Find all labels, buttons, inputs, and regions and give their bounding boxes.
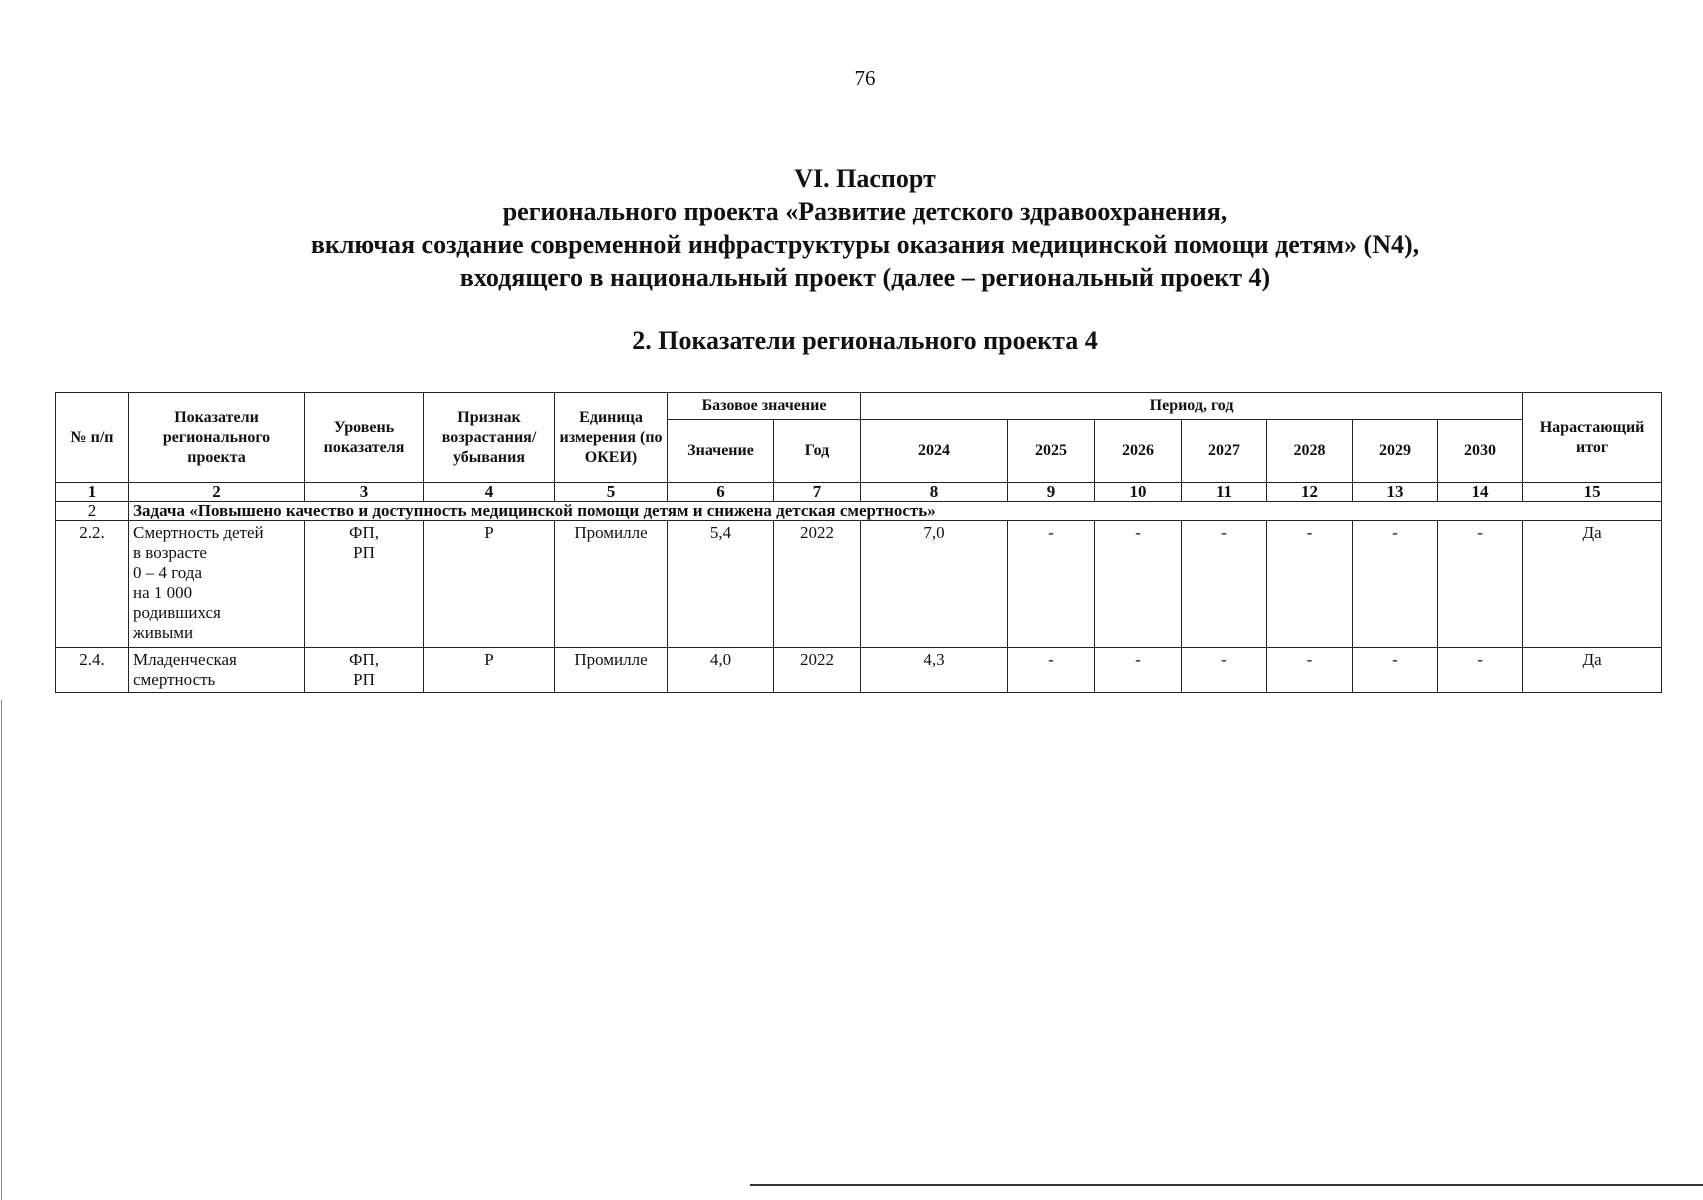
header-num: № п/п [56,393,129,483]
row-value: 7,0 [861,521,1008,648]
title-line: VI. Паспорт [794,164,936,193]
column-number-row [56,483,1662,502]
scan-edge-line [1,700,2,1200]
row-indicator [129,648,305,693]
scan-bottom-line [750,1184,1703,1186]
column-number: 11 [1182,483,1267,502]
level-line: ФП, [349,650,379,669]
row-value: 4,3 [861,648,1008,693]
page-number: 76 [854,66,876,90]
row-value: - [1008,648,1095,693]
column-number: 6 [668,483,774,502]
header-period-group: Период, год [861,393,1523,420]
row-value: - [1095,648,1182,693]
row-value: - [1267,648,1353,693]
row-level [305,521,424,648]
column-number: 4 [424,483,555,502]
header-unit: Единица измерения (по ОКЕИ) [555,393,668,483]
indicator-line: в возрасте [133,543,207,562]
row-base-year: 2022 [774,521,861,648]
document-title [0,162,1703,294]
column-number: 15 [1523,483,1662,502]
column-number: 5 [555,483,668,502]
header-trend: Признак возрастания/ убывания [424,393,555,483]
header-year: 2025 [1008,420,1095,483]
row-cumulative: Да [1523,648,1662,693]
row-unit: Промилле [555,521,668,648]
level-line: ФП, [349,523,379,542]
header-year: 2028 [1267,420,1353,483]
column-number: 10 [1095,483,1182,502]
row-num: 2.2. [56,521,129,648]
row-trend: Р [424,521,555,648]
level-line: РП [353,543,375,562]
indicators-table [55,392,1662,693]
row-base-value: 4,0 [668,648,774,693]
indicator-line: смертность [133,670,216,689]
header-level: Уровень показателя [305,393,424,483]
row-num: 2.4. [56,648,129,693]
column-number: 3 [305,483,424,502]
header-year: 2029 [1353,420,1438,483]
row-value: - [1008,521,1095,648]
task-row [56,502,1662,521]
indicator-line: родившихся [133,603,221,622]
indicator-line: живыми [133,623,194,642]
column-number: 13 [1353,483,1438,502]
table-row [56,521,1662,648]
indicator-line: на 1 000 [133,583,193,602]
header-indicator: Показатели регионального проекта [129,393,305,483]
row-value: - [1353,648,1438,693]
row-value: - [1095,521,1182,648]
title-line: входящего в национальный проект (далее – региональный проект 4) [459,263,1271,292]
header-year: 2030 [1438,420,1523,483]
table-row [56,648,1662,693]
row-base-year: 2022 [774,648,861,693]
level-line: РП [353,670,375,689]
column-number: 1 [56,483,129,502]
header-cumulative: Нарастающий итог [1523,393,1662,483]
title-line: включая создание современной инфраструктуры оказания медицинской помощи детям» (N4), [310,230,1420,259]
row-base-value: 5,4 [668,521,774,648]
indicator-line: Смертность детей [133,523,264,542]
task-text: Задача «Повышено качество и доступность медицинской помощи детям и снижена детская смертность» [129,502,1662,521]
indicator-line: Младенческая [133,650,237,669]
title-line: регионального проекта «Развитие детского здравоохранения, [502,197,1228,226]
row-indicator [129,521,305,648]
header-year: 2024 [861,420,1008,483]
row-level [305,648,424,693]
section-title: 2. Показатели регионального проекта 4 [632,326,1098,355]
header-base-value: Значение [668,420,774,483]
column-number: 9 [1008,483,1095,502]
indicator-line: 0 – 4 года [133,563,203,582]
header-year: 2026 [1095,420,1182,483]
row-value: - [1182,521,1267,648]
header-year: 2027 [1182,420,1267,483]
row-cumulative: Да [1523,521,1662,648]
column-number: 7 [774,483,861,502]
header-base-group: Базовое значение [668,393,861,420]
column-number: 14 [1438,483,1523,502]
row-trend: Р [424,648,555,693]
column-number: 12 [1267,483,1353,502]
row-value: - [1267,521,1353,648]
column-number: 2 [129,483,305,502]
row-value: - [1438,521,1523,648]
column-number: 8 [861,483,1008,502]
row-value: - [1353,521,1438,648]
row-value: - [1438,648,1523,693]
header-base-year: Год [774,420,861,483]
row-value: - [1182,648,1267,693]
row-unit: Промилле [555,648,668,693]
task-num: 2 [56,502,129,521]
